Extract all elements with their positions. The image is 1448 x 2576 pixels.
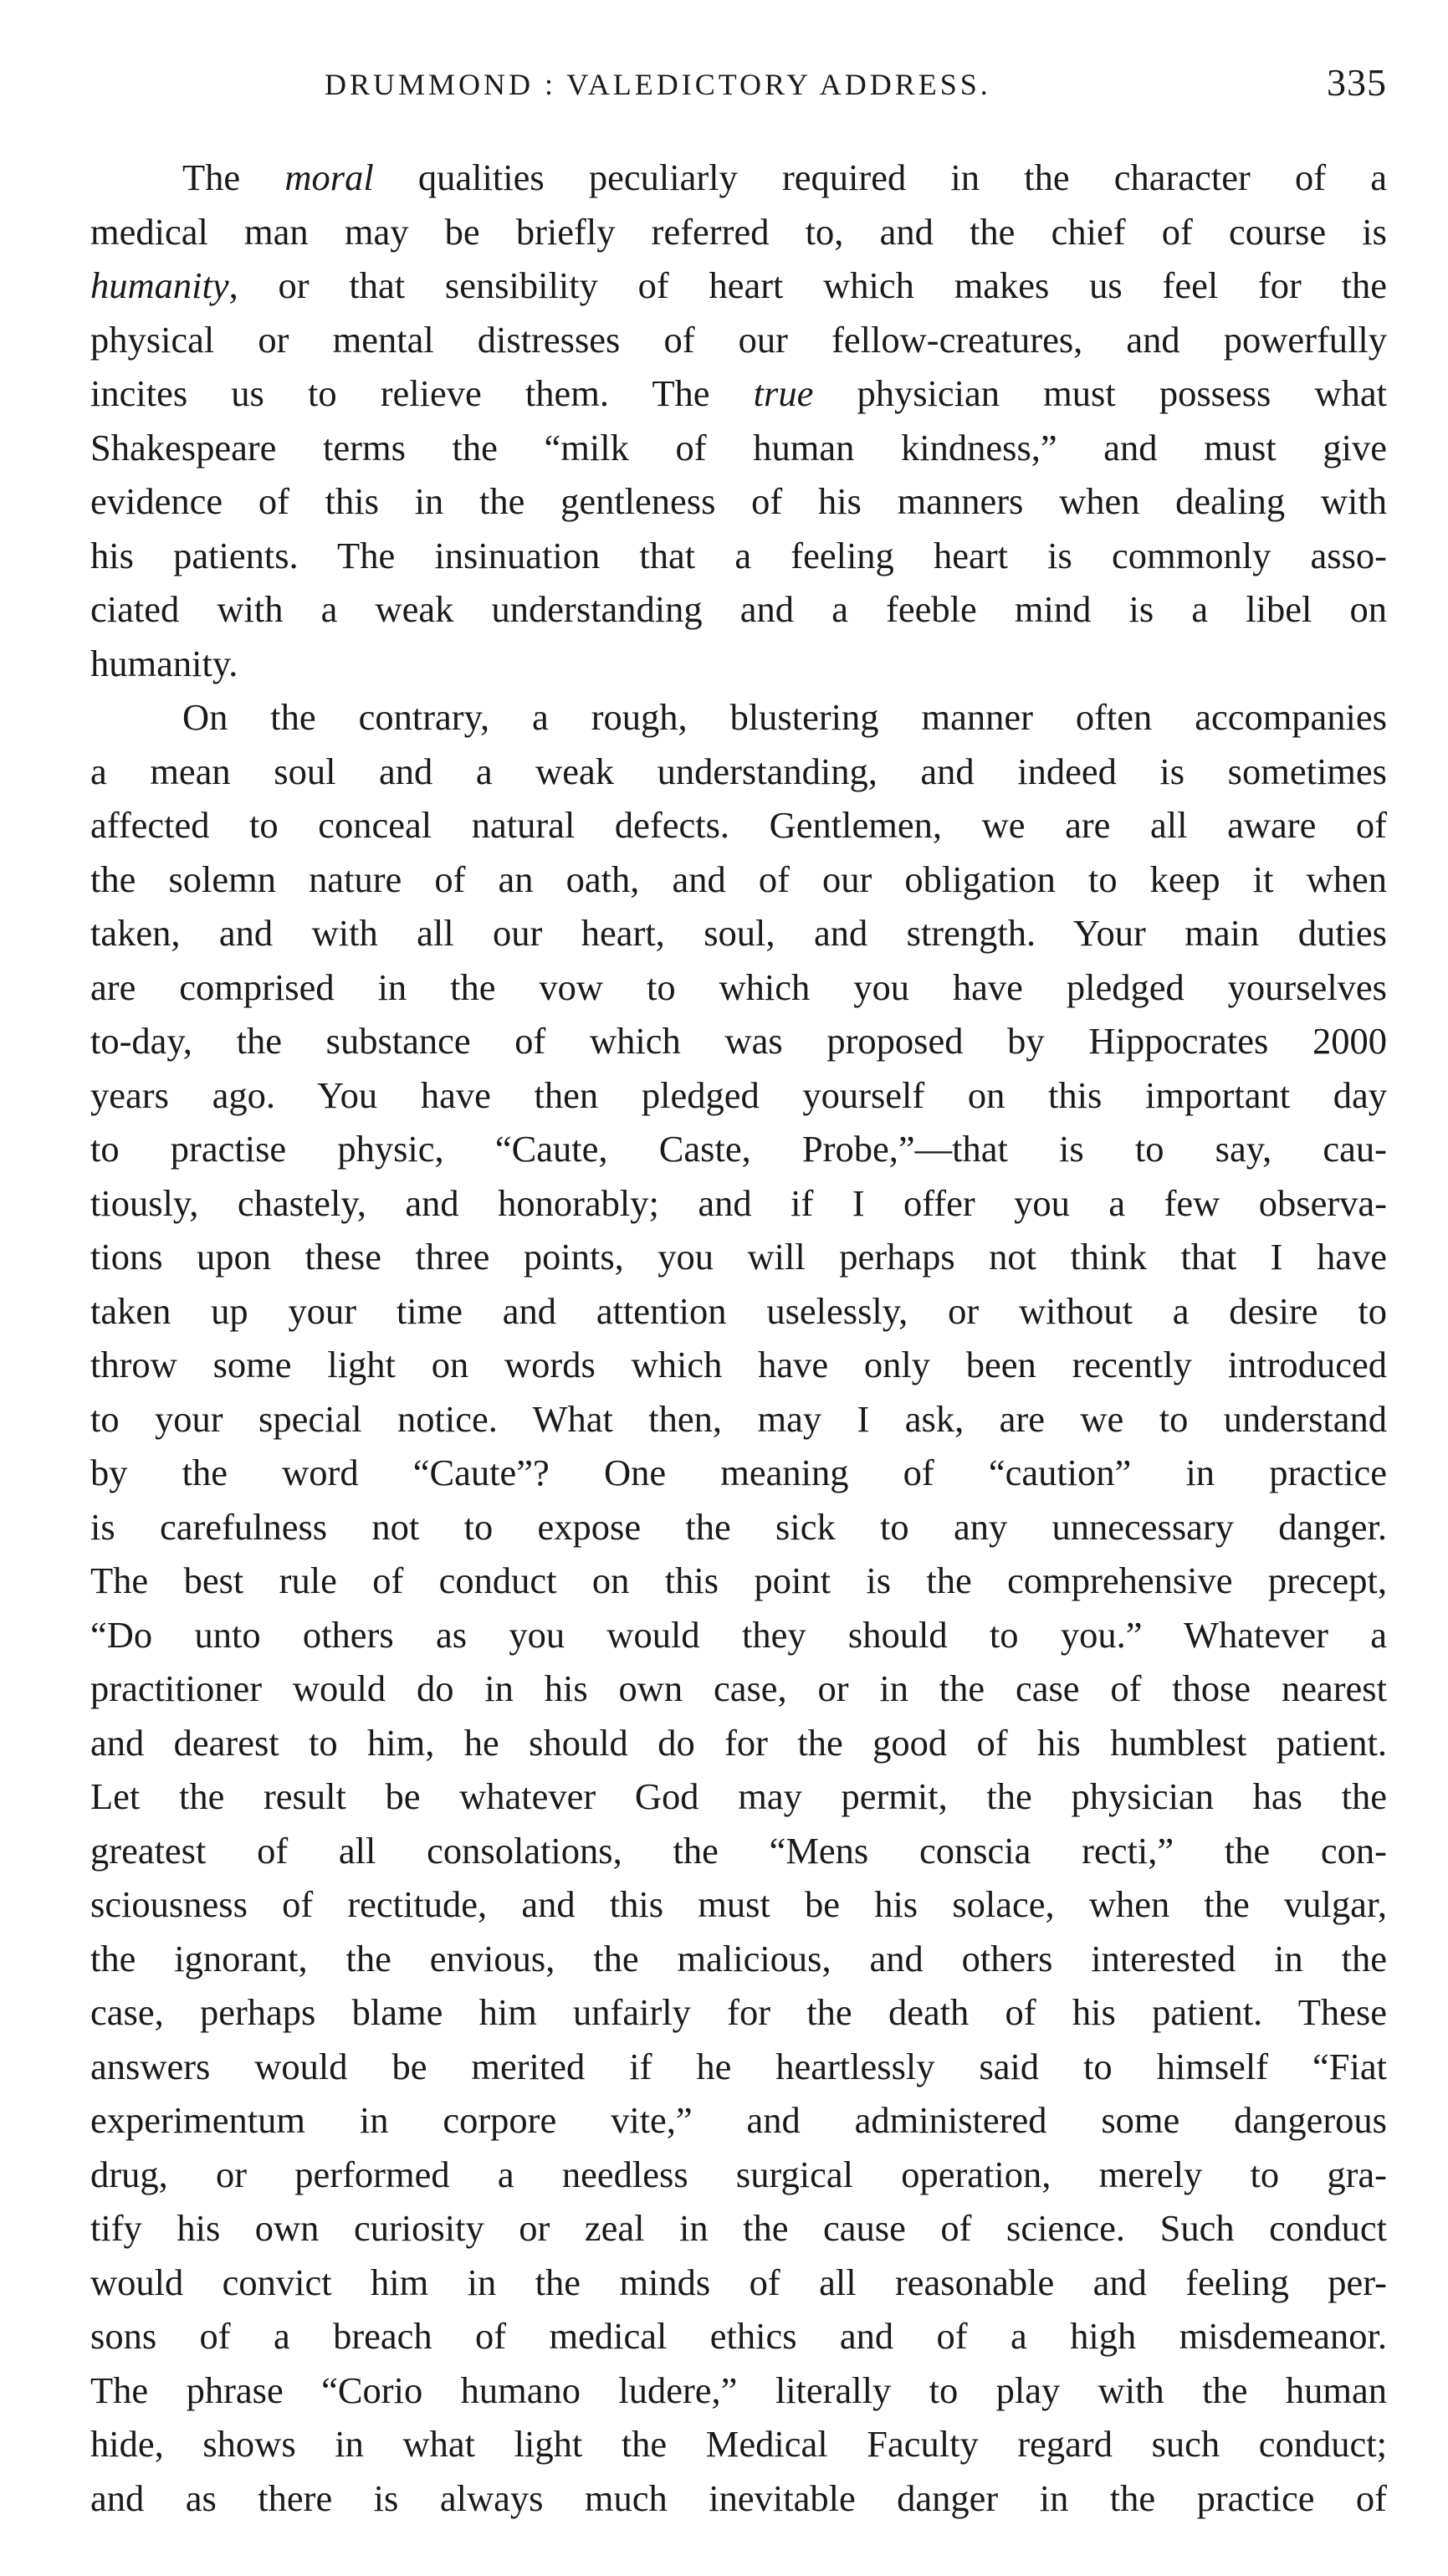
italic-word: true <box>753 372 814 414</box>
running-title: DRUMMOND : VALEDICTORY ADDRESS. <box>325 68 991 101</box>
text-line: incites us to relieve them. The true physician must possess what <box>90 372 1387 414</box>
text-line: would convict him in the minds of all reasonable and feeling per- <box>90 2261 1387 2303</box>
text-line: case, perhaps blame him unfairly for the death of his patient. These <box>90 1991 1387 2033</box>
text-line: Shakespeare terms the “milk of human kindness,” and must give <box>90 426 1387 469</box>
text-line: are comprised in the vow to which you have pledged yourselves <box>90 965 1387 1008</box>
text-line: the solemn nature of an oath, and of our obligation to keep it when <box>90 858 1387 900</box>
text-line: humanity. <box>90 642 238 684</box>
text-line: tiously, chastely, and honorably; and if I offer you a few observa- <box>90 1181 1387 1224</box>
text-line: years ago. You have then pledged yourself on this important day <box>90 1073 1387 1116</box>
text-line: by the word “Caute”? One meaning of “caution” in practice <box>90 1452 1387 1493</box>
text-line: humanity, or that sensibility of heart which makes us feel for the <box>90 264 1387 306</box>
book-page <box>90 0 1387 2576</box>
text-line: On the contrary, a rough, blustering manner often accompanies <box>182 696 1387 738</box>
text-line: The moral qualities peculiarly required in the character of a <box>182 156 1388 198</box>
text-line: The best rule of conduct on this point is the comprehensive precept, <box>90 1559 1387 1601</box>
text-line: hide, shows in what light the Medical Faculty regard such conduct; <box>90 2423 1387 2465</box>
text-line: tify his own curiosity or zeal in the cause of science. Such conduct <box>90 2207 1387 2249</box>
text-line: a mean soul and a weak understanding, and indeed is sometimes <box>90 750 1387 792</box>
italic-word: moral <box>284 156 374 198</box>
page-number: 335 <box>1327 61 1387 104</box>
text-line: medical man may be briefly referred to, and the chief of course is <box>90 210 1387 253</box>
text-line: ciated with a weak understanding and a feeble mind is a libel on <box>90 588 1387 630</box>
text-line: answers would be merited if he heartlessly said to himself “Fiat <box>90 2045 1387 2087</box>
text-line: practitioner would do in his own case, or in the case of those nearest <box>90 1667 1387 1709</box>
text-line: sciousness of rectitude, and this must be his solace, when the vulgar, <box>90 1883 1387 1925</box>
text-line: Let the result be whatever God may permit, the physician has the <box>90 1775 1387 1817</box>
text-line: his patients. The insinuation that a feeling heart is commonly asso- <box>90 534 1387 576</box>
text-line: to your special notice. What then, may I ask, are we to understand <box>90 1397 1387 1440</box>
text-line: the ignorant, the envious, the malicious, and others interested in the <box>90 1937 1387 1979</box>
text-line: evidence of this in the gentleness of his manners when dealing with <box>90 480 1387 522</box>
text-line: The phrase “Corio humano ludere,” literally to play with the human <box>90 2369 1387 2411</box>
text-line: throw some light on words which have only been recently introduced <box>90 1344 1387 1385</box>
italic-word: humanity <box>90 264 229 306</box>
text-line: physical or mental distresses of our fellow-creatures, and powerfully <box>90 318 1387 361</box>
text-line: “Do unto others as you would they should to you.” Whatever a <box>90 1613 1387 1656</box>
text-line: to practise physic, “Caute, Caste, Probe,”—that is to say, cau- <box>90 1128 1387 1170</box>
text-line: tions upon these three points, you will perhaps not think that I have <box>90 1236 1387 1278</box>
text-line: and as there is always much inevitable danger in the practice of <box>90 2476 1387 2519</box>
text-line: affected to conceal natural defects. Gentlemen, we are all aware of <box>90 804 1387 846</box>
text-line: taken up your time and attention uselessly, or without a desire to <box>90 1289 1387 1332</box>
text-line: greatest of all consolations, the “Mens conscia recti,” the con- <box>90 1829 1387 1872</box>
text-line: sons of a breach of medical ethics and of a high misdemeanor. <box>90 2315 1387 2357</box>
body-text <box>90 151 1387 2525</box>
text-line: taken, and with all our heart, soul, and strength. Your main duties <box>90 912 1387 954</box>
text-line: experimentum in corpore vite,” and administered some dangerous <box>90 2099 1387 2141</box>
text-line: and dearest to him, he should do for the good of his humblest patient. <box>90 1721 1387 1764</box>
text-line: to-day, the substance of which was proposed by Hippocrates 2000 <box>90 1020 1387 1062</box>
text-line: is carefulness not to expose the sick to any unnecessary danger. <box>90 1505 1387 1548</box>
running-head <box>90 60 1387 110</box>
text-line: drug, or performed a needless surgical operation, merely to gra- <box>90 2153 1387 2195</box>
